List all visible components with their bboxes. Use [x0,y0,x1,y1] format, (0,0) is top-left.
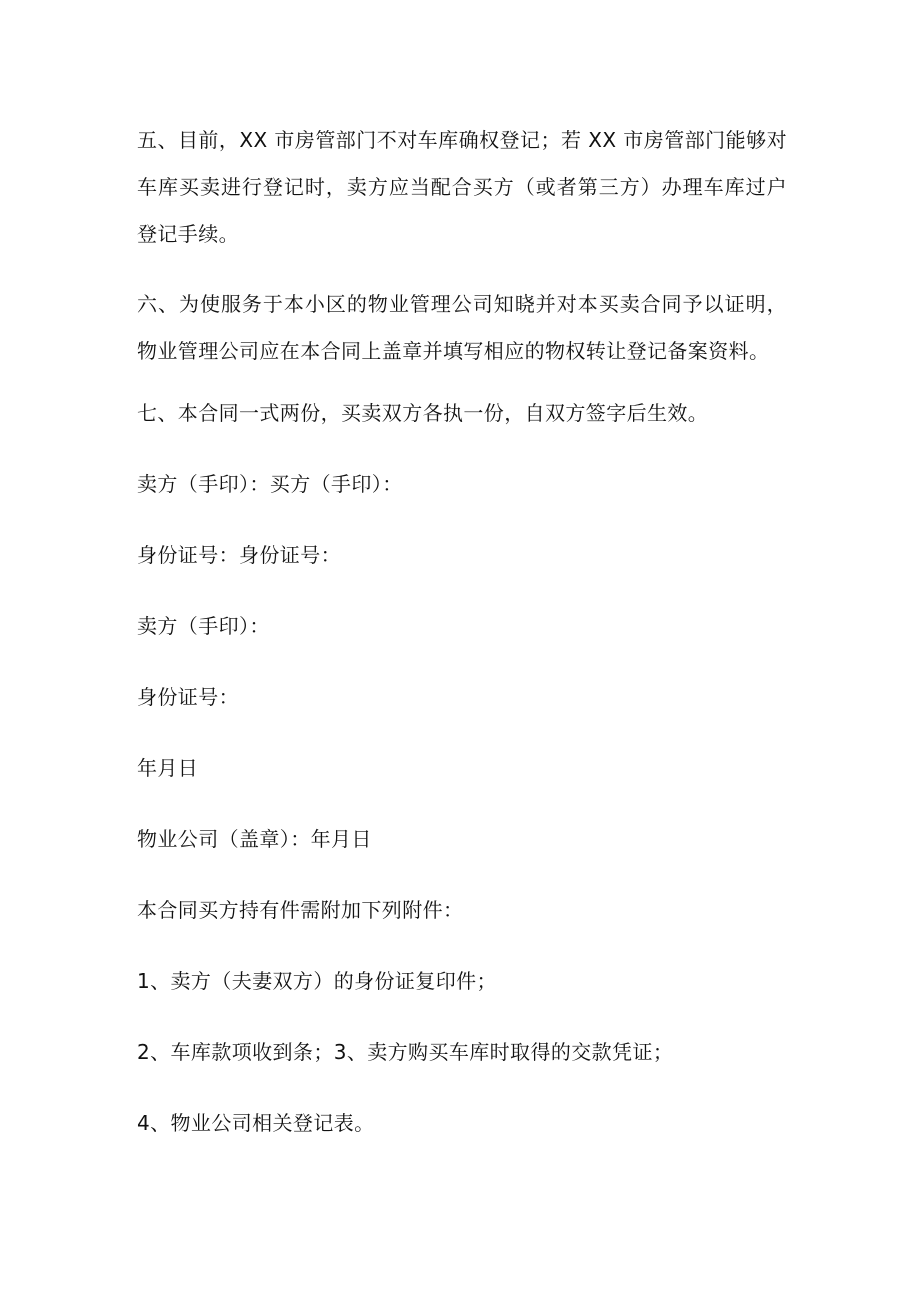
attachments-heading: 本合同买方持有件需附加下列附件： [137,898,464,922]
attachment-item-1: 1、卖方（夫妻双方）的身份证复印件； [137,969,497,993]
attachment-item-2-3: 2、车库款项收到条；3、卖方购买车库时取得的交款凭证； [137,1040,674,1064]
seller-signature-line: 卖方（手印）： [137,614,270,638]
id-number-line: 身份证号：身份证号： [137,543,341,567]
clause-seven: 七、本合同一式两份，买卖双方各执一份，自双方签字后生效。 [137,401,709,425]
seller-id-number-line: 身份证号： [137,685,239,709]
clause-five: 五、目前，XX 市房管部门不对车库确权登记；若 XX 市房管部门能够对车库买卖进行登记时，卖方应当配合买方（或者第三方）办理车库过户登记手续。 [137,128,787,246]
seller-buyer-signature-line: 卖方（手印）：买方（手印）： [137,472,403,496]
clause-six: 六、为使服务于本小区的物业管理公司知晓并对本买卖合同予以证明，物业管理公司应在本合同上盖章并填写相应的物权转让登记备案资料。 [137,292,787,363]
attachment-item-4: 4、物业公司相关登记表。 [137,1111,375,1135]
document-body [137,117,787,1179]
property-company-seal-line: 物业公司（盖章）：年月日 [137,827,372,851]
date-line: 年月日 [137,756,199,780]
